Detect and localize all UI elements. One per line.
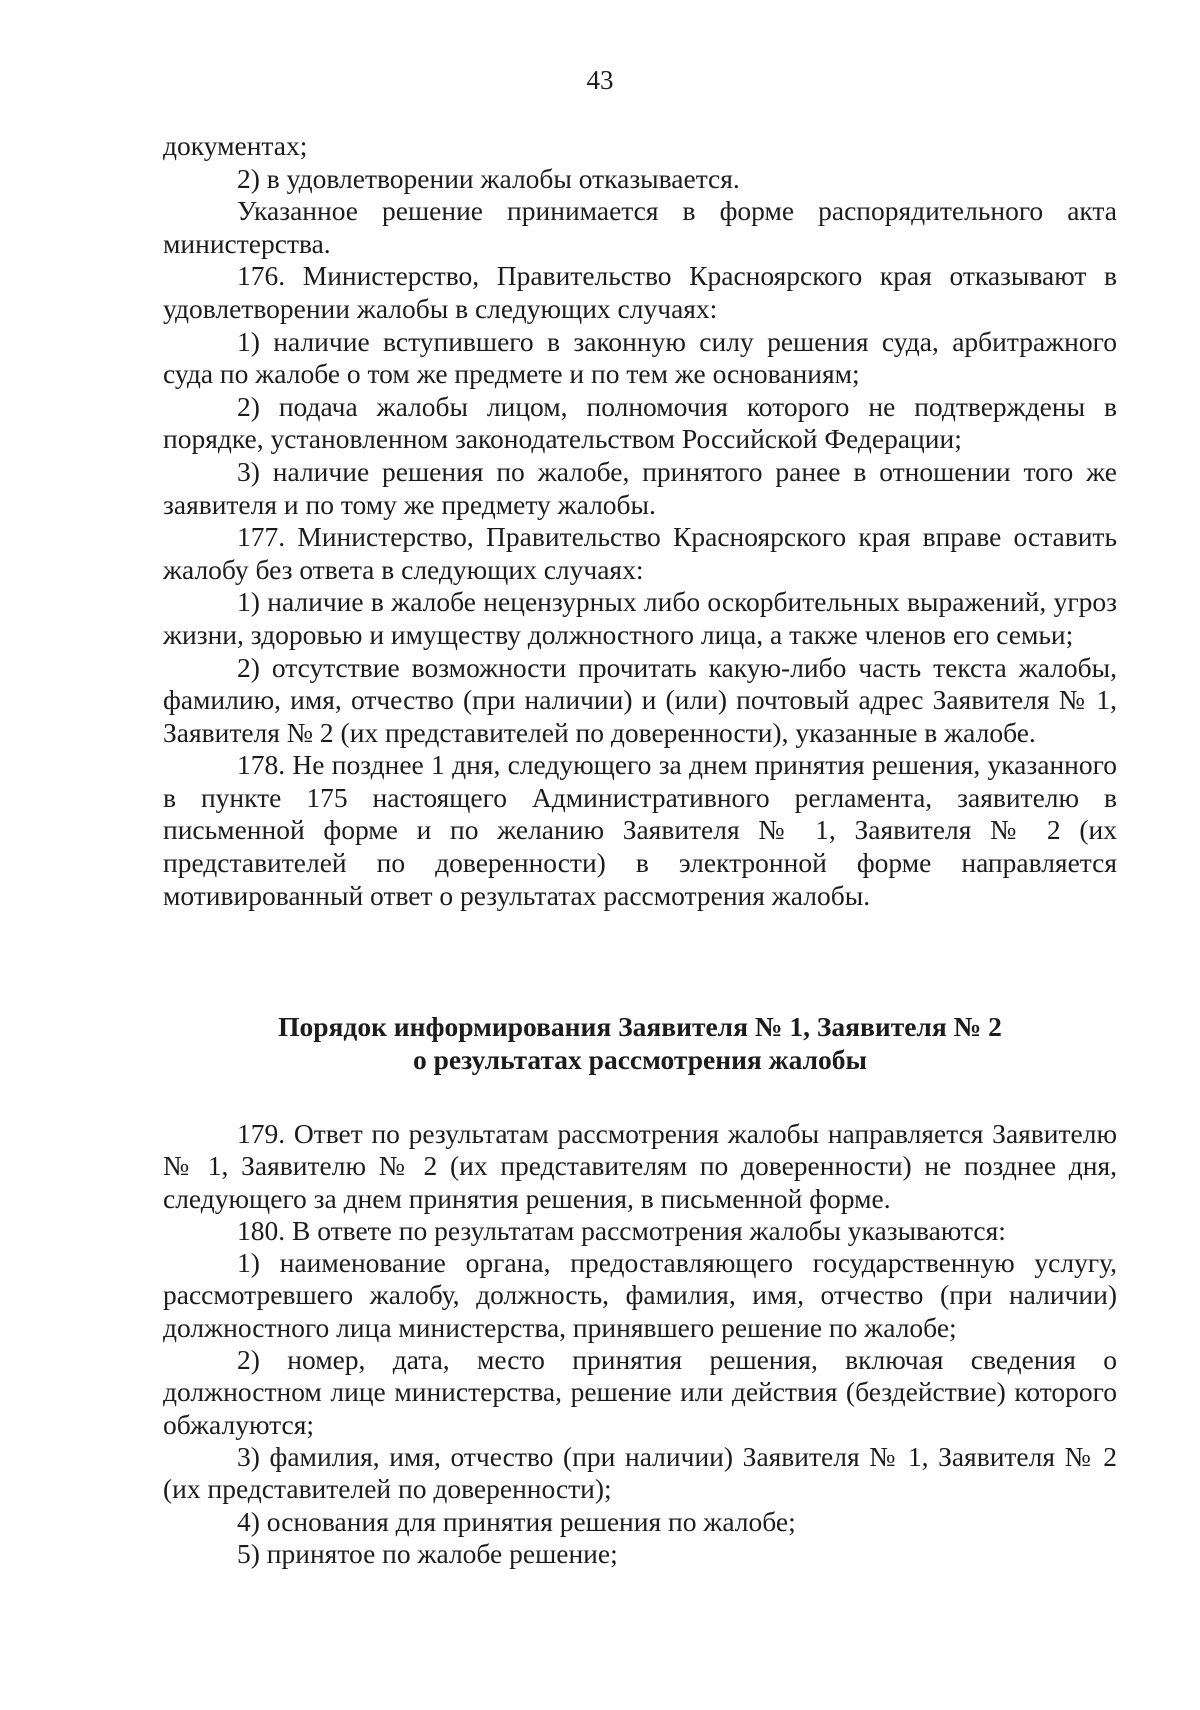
- body-text-upper: [163, 130, 1117, 912]
- paragraph-180-item-4: 4) основания для принятия решения по жалобе;: [237, 1505, 796, 1537]
- section-heading-line-2: о результатах рассмотрения жалобы: [412, 1044, 868, 1075]
- paragraph-177-item-1: 1) наличие в жалобе нецензурных либо оскорбительных выражений, угроз жизни, здоровью и имуществу должностного лица, а также членов его семьи;: [163, 586, 1117, 650]
- page-number: 43: [586, 65, 614, 95]
- paragraph-179: 179. Ответ по результатам рассмотрения жалобы направляется Заявителю № 1, Заявителю № 2 (их представителям по доверенности) не позднее дня, следующего за днем принятия решения, в письменной форме.: [163, 1118, 1117, 1214]
- paragraph-180-item-2: 2) номер, дата, место принятия решения, включая сведения о должностном лице министерства, решение или действия (бездействие) которого обжалуются;: [163, 1344, 1117, 1440]
- paragraph-177-item-2: 2) отсутствие возможности прочитать какую-либо часть текста жалобы, фамилию, имя, отчество (при наличии) и (или) почтовый адрес Заявителя № 1, Заявителя № 2 (их представителей по доверенности), указанные в жалобе.: [163, 651, 1117, 748]
- paragraph-176-item-3: 3) наличие решения по жалобе, принятого ранее в отношении того же заявителя и по тому же предмету жалобы.: [163, 455, 1117, 520]
- paragraph-176-item-1: 1) наличие вступившего в законную силу решения суда, арбитражного суда по жалобе о том же предмете и по тем же основаниям;: [163, 325, 1117, 390]
- body-text-lower: [163, 1118, 1117, 1570]
- paragraph-176: 176. Министерство, Правительство Красноярского края отказывают в удовлетворении жалобы в следующих случаях:: [163, 260, 1117, 324]
- paragraph-decision-form: Указанное решение принимается в форме распорядительного акта министерства.: [163, 195, 1117, 259]
- paragraph-180: 180. В ответе по результатам рассмотрения жалобы указываются:: [237, 1214, 1006, 1246]
- paragraph-178: 178. Не позднее 1 дня, следующего за днем принятия решения, указанного в пункте 175 настоящего Административного регламента, заявителю в письменной форме и по желанию Заявителя № 1, Заявителя № 2 (их представителей по доверенности) в электронной форме направляется мотивированный ответ о результатах рассмотрения жалобы.: [163, 749, 1117, 911]
- paragraph-176-item-2: 2) подача жалобы лицом, полномочия которого не подтверждены в порядке, установленном законодательством Российской Федерации;: [163, 390, 1117, 455]
- paragraph-180-item-5: 5) принятое по жалобе решение;: [237, 1537, 618, 1569]
- paragraph-180-item-1: 1) наименование органа, предоставляющего государственную услугу, рассмотревшего жалобу, должность, фамилия, имя, отчество (при наличии) должностного лица министерства, принявшего решение по жалобе;: [163, 1247, 1117, 1343]
- section-heading: [163, 1010, 1117, 1076]
- paragraph-177: 177. Министерство, Правительство Красноярского края вправе оставить жалобу без ответа в следующих случаях:: [163, 521, 1117, 585]
- section-heading-line-1: Порядок информирования Заявителя № 1, Заявителя № 2: [278, 1011, 1002, 1042]
- paragraph-continuation: документах;: [163, 130, 308, 161]
- paragraph-refuse-item-2: 2) в удовлетворении жалобы отказывается.: [237, 162, 740, 194]
- paragraph-180-item-3: 3) фамилия, имя, отчество (при наличии) Заявителя № 1, Заявителя № 2 (их представителей по доверенности);: [163, 1440, 1117, 1505]
